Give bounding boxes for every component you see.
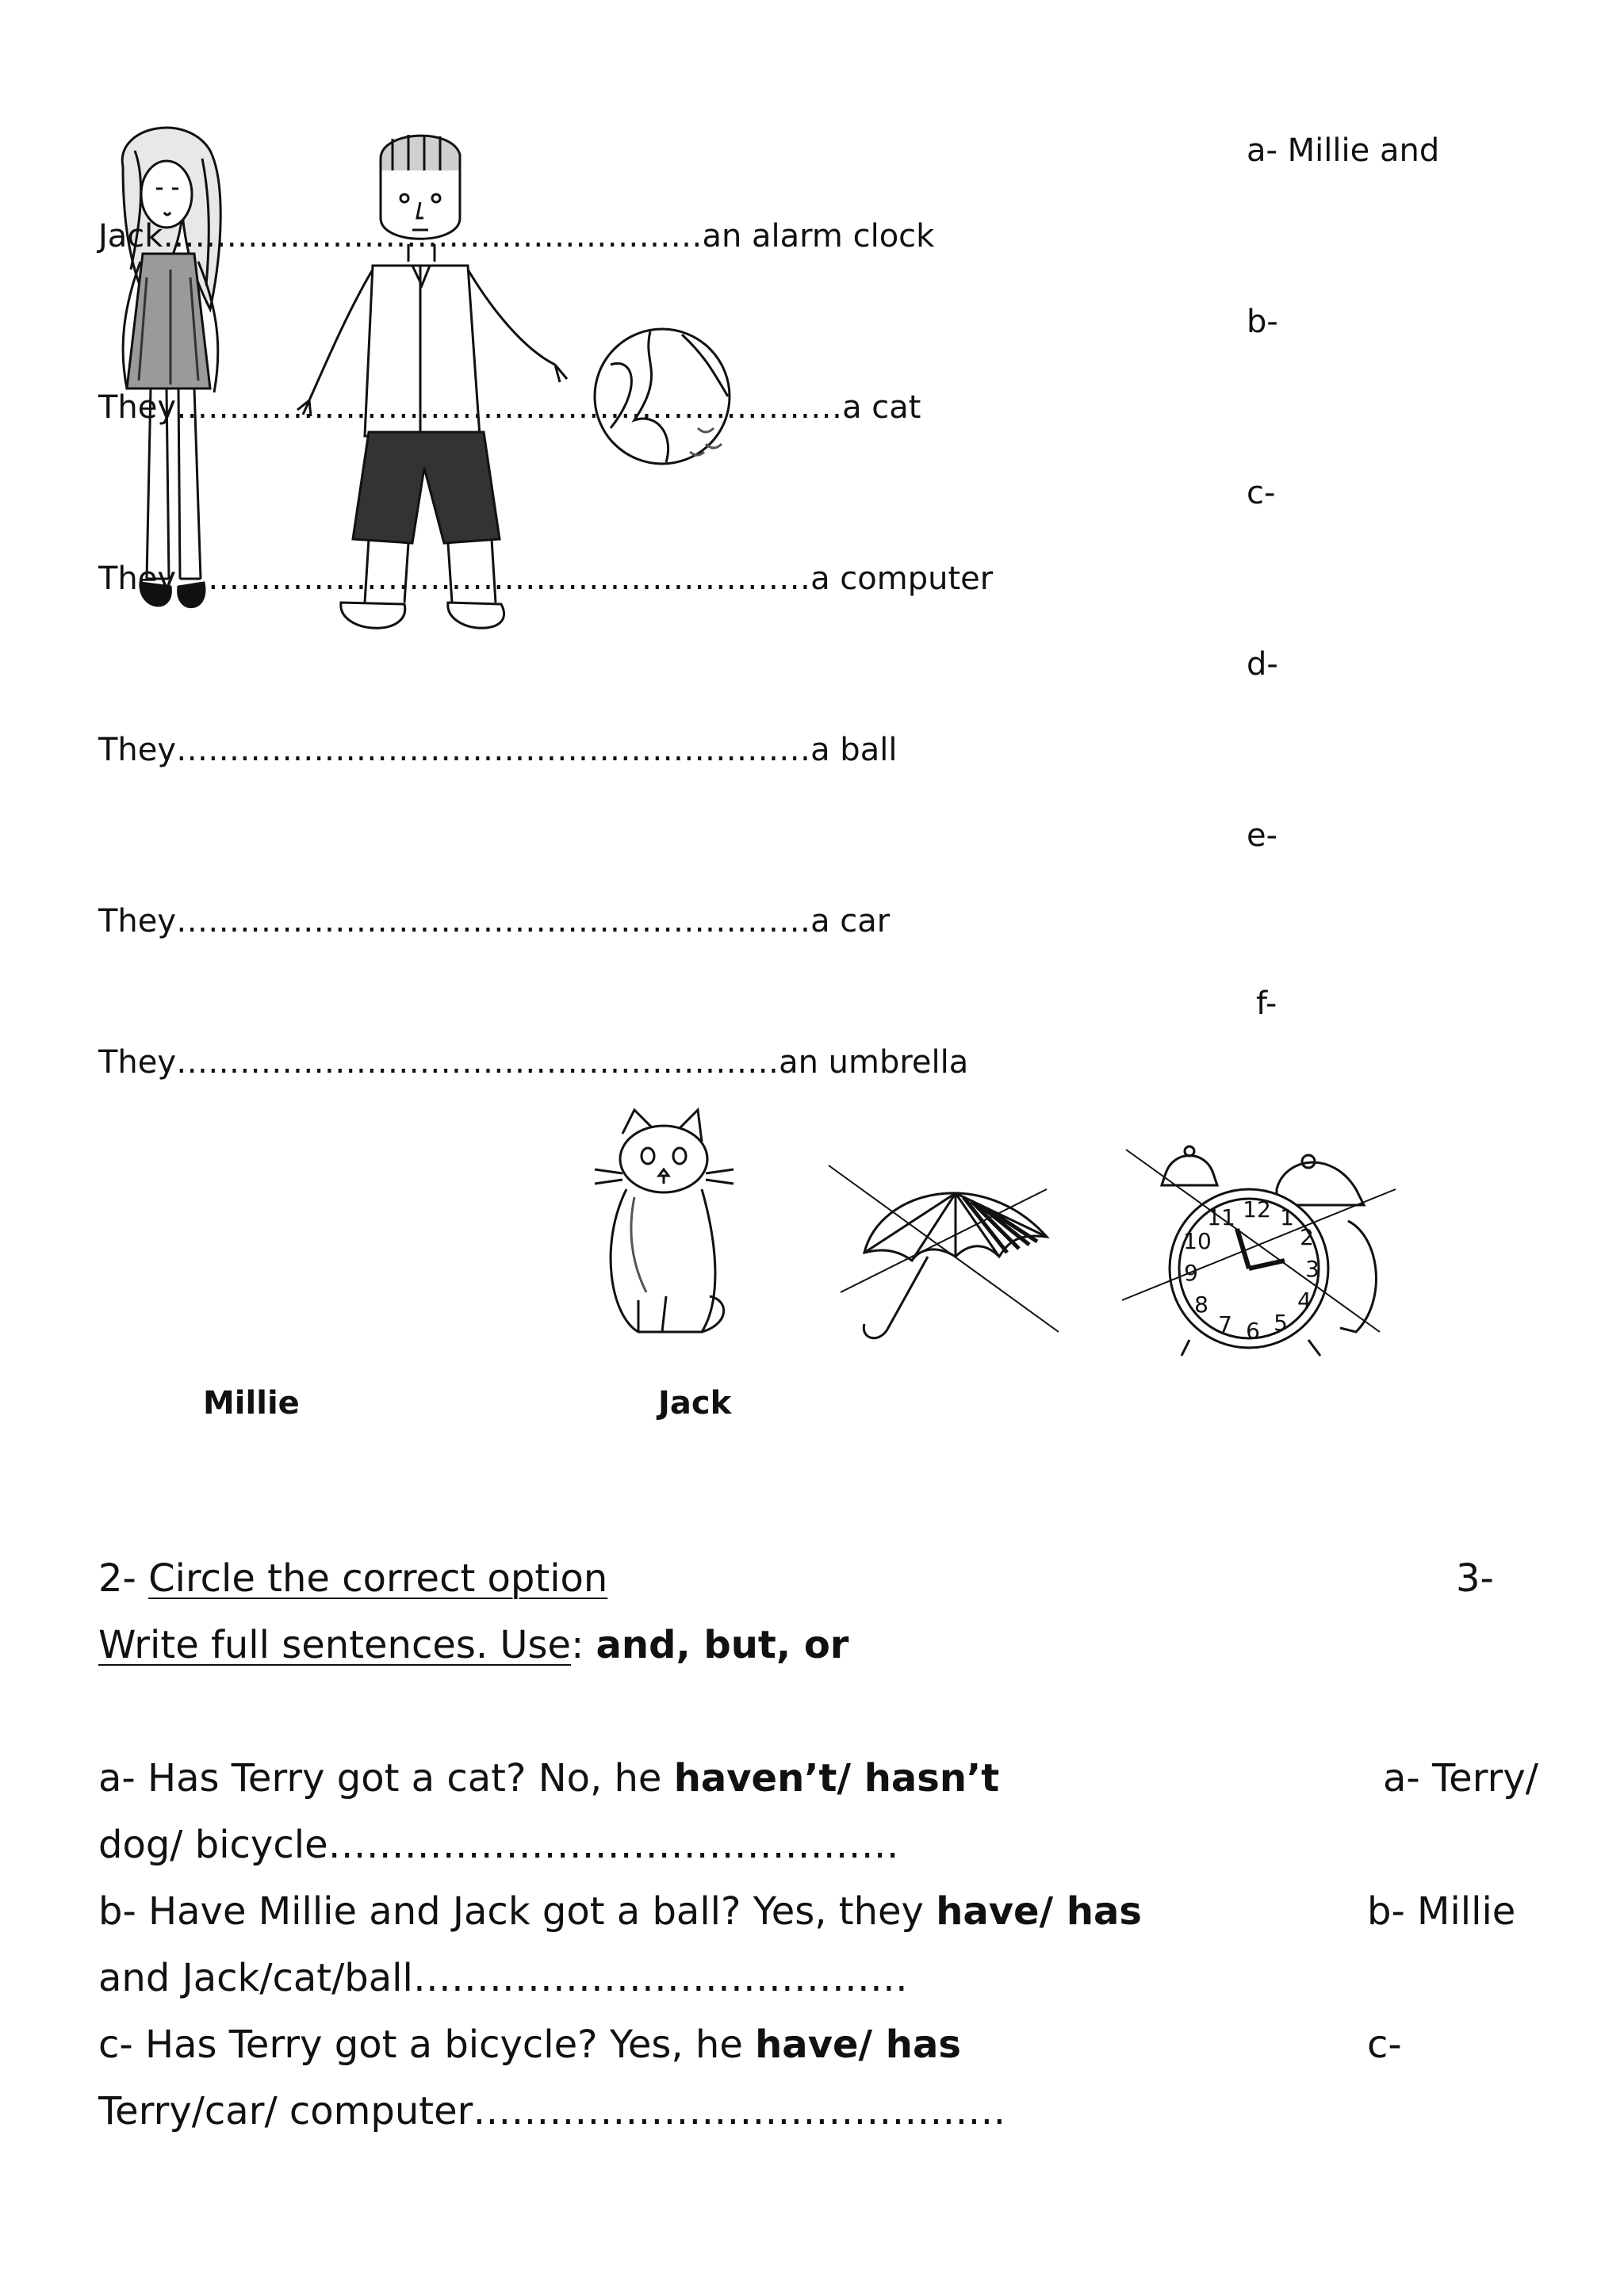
question-text: b- Have Millie and Jack got a ball? Yes, they bbox=[98, 1889, 936, 1934]
clock-number: 7 bbox=[1218, 1311, 1232, 1337]
clock-number: 10 bbox=[1183, 1228, 1212, 1254]
answer-label-e: e- bbox=[1247, 817, 1278, 854]
exercise3-prompt: dog/ bicycle bbox=[98, 1823, 328, 1867]
answer-blank[interactable]: …………………………………… bbox=[473, 2089, 1006, 2133]
exercise3-title: Write full sentences. Use bbox=[98, 1623, 572, 1667]
name-millie: Millie bbox=[203, 1385, 300, 1422]
sentence-line-4 bbox=[98, 731, 897, 769]
exercise3-words: and, but, or bbox=[596, 1623, 849, 1667]
question-b bbox=[98, 1888, 1142, 1934]
answer-options[interactable]: have/ has bbox=[936, 1889, 1142, 1934]
sentence-object: a ball bbox=[810, 732, 898, 768]
name-jack: Jack bbox=[658, 1385, 732, 1422]
exercise3-prompt: and Jack/cat/ball bbox=[98, 1956, 413, 2000]
clock-number: 4 bbox=[1297, 1288, 1312, 1314]
clock-number: 12 bbox=[1243, 1196, 1271, 1223]
sentence-object: an umbrella bbox=[779, 1044, 969, 1081]
answer-options[interactable]: haven’t/ hasn’t bbox=[673, 1756, 1000, 1800]
exercise3-prompt: Terry/car/ computer bbox=[98, 2089, 473, 2133]
sentence-subject: Jack bbox=[98, 218, 163, 254]
answer-blank[interactable]: …………………………………………………… bbox=[176, 732, 811, 768]
sentence-subject: They bbox=[98, 561, 177, 597]
answer-blank[interactable]: ………………………………………………… bbox=[176, 1044, 779, 1081]
answer-blank[interactable]: ……………………………………………………… bbox=[176, 389, 843, 426]
exercise2-title: Circle the correct option bbox=[148, 1556, 608, 1601]
sentence-subject: They bbox=[98, 389, 177, 426]
sentence-subject: They bbox=[98, 1044, 177, 1081]
clock-number: 2 bbox=[1300, 1224, 1314, 1250]
exercise3-heading bbox=[98, 1622, 848, 1668]
answer-blank[interactable]: ………………………………… bbox=[412, 1956, 908, 2000]
question-text: c- Has Terry got a bicycle? Yes, he bbox=[98, 2022, 756, 2067]
exercise3-label-c: c- bbox=[1367, 2022, 1402, 2067]
answer-blank[interactable]: ……………………………………… bbox=[327, 1823, 899, 1867]
answer-label-f: f- bbox=[1256, 985, 1277, 1022]
exercise3-line-a bbox=[98, 1822, 899, 1868]
exercise3-line-c bbox=[98, 2088, 1005, 2134]
answer-blank[interactable]: …………………………………………… bbox=[163, 218, 703, 254]
exercise2-number: 2- bbox=[98, 1556, 136, 1601]
sentence-object: a car bbox=[810, 903, 891, 939]
clock-number: 3 bbox=[1305, 1256, 1320, 1282]
clock-number: 5 bbox=[1274, 1310, 1288, 1336]
umbrella-illustration bbox=[825, 1158, 1063, 1356]
question-a bbox=[98, 1755, 999, 1801]
sentence-object: an alarm clock bbox=[702, 218, 935, 254]
clock-number: 1 bbox=[1280, 1204, 1294, 1230]
sentence-line-1 bbox=[98, 217, 934, 255]
sentence-line-3 bbox=[98, 560, 993, 598]
answer-blank[interactable]: …………………………………………………… bbox=[176, 561, 811, 597]
sentence-object: a cat bbox=[842, 389, 921, 426]
sentence-object: a computer bbox=[810, 561, 994, 597]
question-c bbox=[98, 2022, 961, 2068]
question-text: a- Has Terry got a cat? No, he bbox=[98, 1756, 674, 1800]
exercise3-colon: : bbox=[571, 1623, 584, 1667]
clock-number: 9 bbox=[1184, 1260, 1198, 1286]
clock-number: 6 bbox=[1246, 1318, 1260, 1344]
sentence-subject: They bbox=[98, 903, 177, 939]
alarm-clock-illustration bbox=[1118, 1142, 1404, 1364]
answer-blank[interactable]: …………………………………………………… bbox=[176, 903, 811, 939]
answer-label-a: a- Millie and bbox=[1247, 132, 1440, 169]
exercise3-line-b bbox=[98, 1955, 908, 2001]
clock-number: 11 bbox=[1207, 1204, 1235, 1230]
sentence-line-5 bbox=[98, 902, 890, 940]
exercise2-heading bbox=[98, 1556, 607, 1601]
answer-options[interactable]: have/ has bbox=[755, 2022, 961, 2067]
answer-label-d: d- bbox=[1247, 646, 1278, 683]
answer-label-c: c- bbox=[1247, 475, 1276, 511]
cat-illustration bbox=[591, 1110, 733, 1348]
clock-number: 8 bbox=[1194, 1292, 1208, 1318]
sentence-line-6 bbox=[98, 1043, 968, 1081]
answer-label-b: b- bbox=[1247, 304, 1278, 340]
exercise3-label-b: b- Millie bbox=[1367, 1889, 1516, 1934]
exercise3-number: 3- bbox=[1456, 1556, 1494, 1601]
exercise3-label-a: a- Terry/ bbox=[1383, 1756, 1538, 1800]
sentence-line-2 bbox=[98, 388, 921, 427]
sentence-subject: They bbox=[98, 732, 177, 768]
